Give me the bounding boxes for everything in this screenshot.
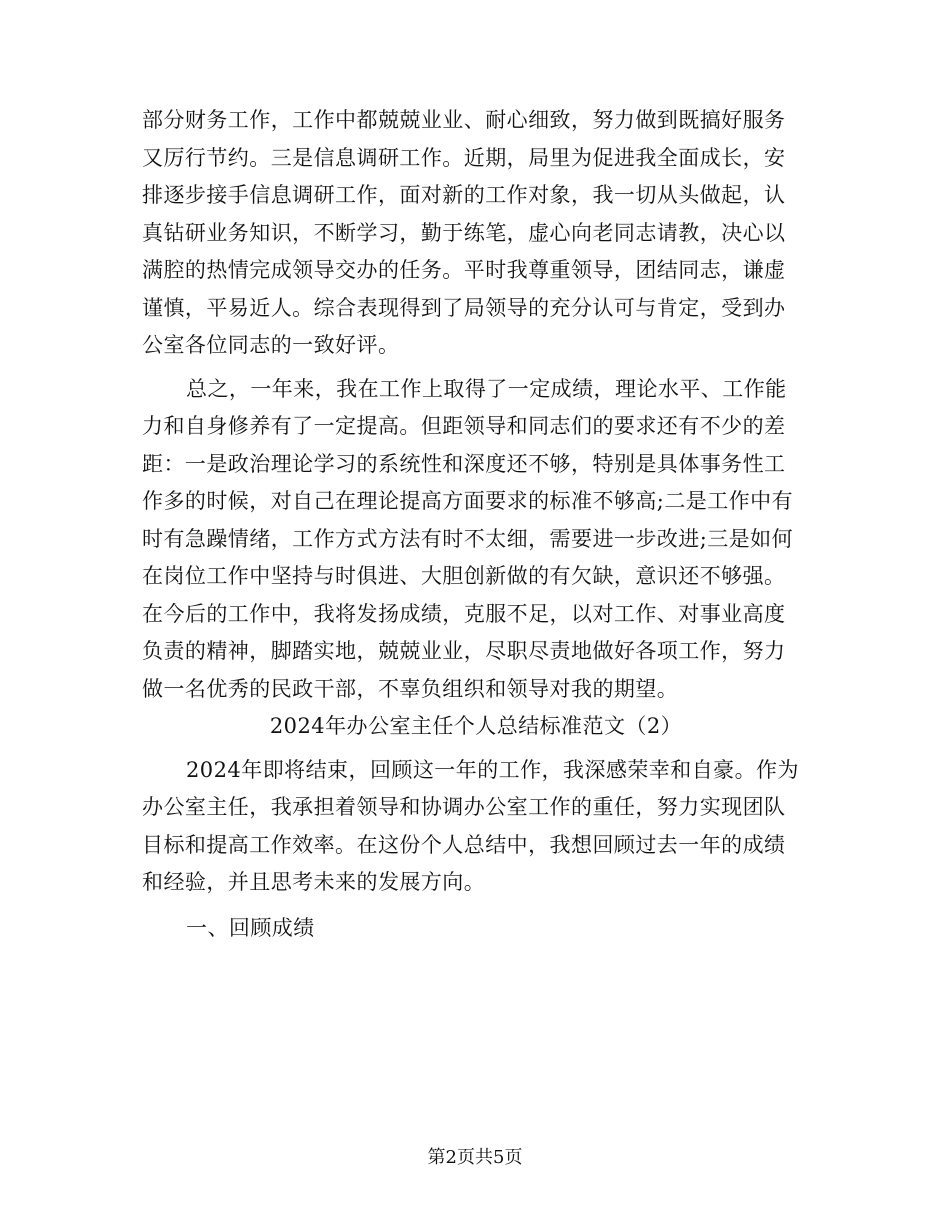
paragraph-line: 部分财务工作，工作中都兢兢业业、耐心细致，努力做到既搞好服务 bbox=[142, 108, 786, 132]
paragraph-line: 排逐步接手信息调研工作，面对新的工作对象，我一切从头做起，认 bbox=[142, 183, 786, 207]
paragraph-line: 2024年即将结束，回顾这一年的工作，我深感荣幸和自豪。作为 bbox=[186, 757, 799, 782]
paragraph-line: 公室各位同志的一致好评。 bbox=[142, 333, 400, 357]
paragraph-line: 目标和提高工作效率。在这份个人总结中，我想回顾过去一年的成绩 bbox=[142, 832, 786, 857]
document-body bbox=[142, 102, 810, 947]
paragraph-line: 在今后的工作中，我将发扬成绩，克服不足，以对工作、对事业高度 bbox=[142, 601, 786, 626]
paragraph-line: 做一名优秀的民政干部，不辜负组织和领导对我的期望。 bbox=[142, 676, 679, 701]
page-number-footer: 第2页共5页 bbox=[427, 1147, 523, 1168]
paragraph-line: 办公室主任，我承担着领导和协调办公室工作的重任，努力实现团队 bbox=[142, 795, 786, 819]
paragraph-line: 真钻研业务知识，不断学习，勤于练笔，虚心向老同志请教，决心以 bbox=[142, 220, 786, 245]
paragraph-line: 力和自身修养有了一定提高。但距领导和同志们的要求还有不少的差 bbox=[142, 414, 786, 438]
paragraph-line: 时有急躁情绪，工作方式方法有时不太细，需要进一步改进;三是如何 bbox=[142, 526, 794, 551]
paragraph-3 bbox=[142, 752, 810, 902]
paragraph-line: 作多的时候，对自己在理论提高方面要求的标准不够高;二是工作中有 bbox=[142, 489, 794, 513]
paragraph-line: 满腔的热情完成领导交办的任务。平时我尊重领导，团结同志，谦虚 bbox=[142, 258, 786, 282]
paragraph-line: 负责的精神，脚踏实地，兢兢业业，尽职尽责地做好各项工作，努力 bbox=[142, 639, 786, 663]
paragraph-line: 在岗位工作中坚持与时俱进、大胆创新做的有欠缺，意识还不够强。 bbox=[142, 564, 786, 588]
paragraph-line: 距：一是政治理论学习的系统性和深度还不够，特别是具体事务性工 bbox=[142, 451, 786, 476]
paragraph-1 bbox=[142, 102, 810, 365]
subheading: 一、回顾成绩 bbox=[186, 915, 315, 940]
paragraph-line: 和经验，并且思考未来的发展方向。 bbox=[142, 870, 486, 894]
section-title: 2024年办公室主任个人总结标准范文（2） bbox=[269, 714, 683, 738]
paragraph-line: 总之，一年来，我在工作上取得了一定成绩，理论水平、工作能 bbox=[186, 376, 787, 401]
paragraph-line: 谨慎，平易近人。综合表现得到了局领导的充分认可与肯定，受到办 bbox=[142, 295, 786, 320]
paragraph-line: 又厉行节约。三是信息调研工作。近期，局里为促进我全面成长，安 bbox=[142, 145, 786, 170]
paragraph-2 bbox=[142, 371, 810, 709]
